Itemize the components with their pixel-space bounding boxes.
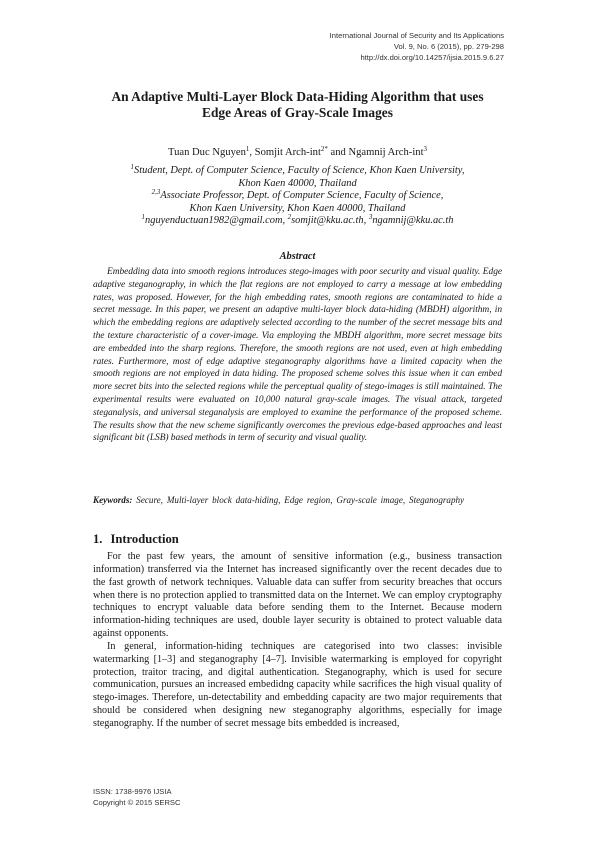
paper-title	[60, 89, 535, 121]
author-1-affil-mark: 1	[245, 145, 250, 153]
author-separator: ,	[249, 147, 255, 158]
page-footer	[93, 786, 180, 808]
email-2-link[interactable]: somjit@kku.ac.th,	[291, 215, 369, 226]
affiliation-2-line-1: Associate Professor, Dept. of Computer Science, Faculty of Science,	[160, 190, 444, 201]
author-separator: and	[327, 147, 349, 158]
affiliation-1	[60, 165, 535, 178]
email-3-link[interactable]: ngamnij@kku.ac.th	[372, 215, 454, 226]
introduction-paragraph-2: In general, information-hiding techniques are categorised into two classes: invisible watermarking [1–3] and steganography [4–7]. Invisible watermarking is employed for copyright protection, traitor tracing, and digital authentication. Steganography, which is used for secure communication, pursues an increased embedidng capacity while sacrifices the high visual quality of stego-images. Therefore, un-detectability and embedding capacity are two major requirements that should be considered when designing new steganography algorithms, especially for image steganography. If the number of secret message bits embedded is increased,	[93, 640, 502, 729]
introduction-body	[93, 551, 502, 731]
footer-copyright: Copyright © 2015 SERSC	[93, 798, 181, 807]
journal-volume: Vol. 9, No. 6 (2015), pp. 279-298	[393, 42, 504, 51]
abstract-heading: Abstract	[279, 251, 316, 262]
introduction-paragraph-1: For the past few years, the amount of sensitive information (e.g., business transaction information) transferred via the Internet has increased significantly over the recent decades due to the fast growth of network techniques. Valuable data can suffer from security breaches that occurs when there is no protection applied to transmitted data on the Internet. We can employ cryptography techniques to encrypt valuable data before sending them to the Internet. Because modern information-hiding techniques are used, double layer security is obtained to protect valuable data against opponents.	[93, 551, 502, 640]
paper-title-line-1: An Adaptive Multi-Layer Block Data-Hiding Algorithm that uses	[111, 89, 484, 104]
author-1-name: Tuan Duc Nguyen	[167, 147, 246, 158]
affiliations	[60, 165, 535, 228]
author-2-name: Somjit Arch-int	[254, 147, 321, 158]
keywords-label: Keywords:	[93, 495, 133, 505]
affiliation-2-line-2: Khon Kaen University, Khon Kaen 40000, Thailand	[189, 202, 406, 214]
email-1-link[interactable]: nguyenductuan1982@gmail.com,	[145, 215, 288, 226]
email-3-mark: 3	[368, 213, 373, 221]
section-heading-introduction	[93, 532, 179, 547]
author-3-name: Ngamnij Arch-int	[348, 147, 424, 158]
abstract-text: Embedding data into smooth regions introduces stego-images with poor security and visual quality. Edge adaptive steganography, in which the flat regions are not employed to carry a message at low embedding rates, was proposed. However, for the high embedding rates, smooth regions are contaminated to hide a secret message. In this paper, we present an adaptive multi-layer block data-hiding (MBDH) algorithm, in which the embedding regions are adaptively selected according to the number of the secret message bits and the texture characteristic of a cover-image. Via employing the MBDH algorithm, more secret message bits are embedded into the sharp regions. Therefore, the smooth regions are not used, even at high embedding rates. Furthermore, most of edge adaptive steganography algorithms have a limited capacity when the smooth regions are not employed in data hiding. The proposed scheme solves this issue when it can embed more secret bits into the selected regions while the perceptual quality of stego-images is still maintained. The experimental results were evaluated on 10,000 natural gray-scale images. The visual attack, targeted steganalysis, and universal steganalysis are employed to examine the performance of the proposed scheme. The results show that the new scheme significantly overcomes the previous edge-based approaches and least significant bit (LSB) based methods in term of security and visual quality.	[93, 267, 502, 444]
affiliation-2-mark: 2,3	[151, 188, 161, 196]
footer-issn: ISSN: 1738-9976 IJSIA	[93, 787, 172, 796]
affiliation-1-mark: 1	[130, 163, 135, 171]
keywords	[93, 494, 502, 506]
author-3-affil-mark: 3	[423, 145, 428, 153]
keywords-text: Secure, Multi-layer block data-hiding, Edge region, Gray-scale image, Steganography	[132, 495, 465, 505]
section-title: Introduction	[110, 532, 179, 546]
paper-title-line-2: Edge Areas of Gray-Scale Images	[202, 105, 393, 120]
journal-name: International Journal of Security and Its Applications	[329, 31, 504, 40]
author-list	[60, 146, 535, 159]
affiliation-2	[60, 190, 535, 203]
author-emails	[60, 215, 535, 228]
journal-header	[330, 30, 504, 63]
affiliation-1-line-1: Student, Dept. of Computer Science, Faculty of Science, Khon Kaen University,	[134, 165, 465, 176]
section-number: 1.	[93, 532, 103, 546]
author-2-affil-mark: 2*	[320, 145, 328, 153]
journal-doi-link[interactable]: http://dx.doi.org/10.14257/ijsia.2015.9.6.27	[360, 53, 504, 62]
affiliation-1-line-2: Khon Kaen 40000, Thailand	[238, 177, 357, 189]
email-1-mark: 1	[141, 213, 146, 221]
email-2-mark: 2	[287, 213, 292, 221]
